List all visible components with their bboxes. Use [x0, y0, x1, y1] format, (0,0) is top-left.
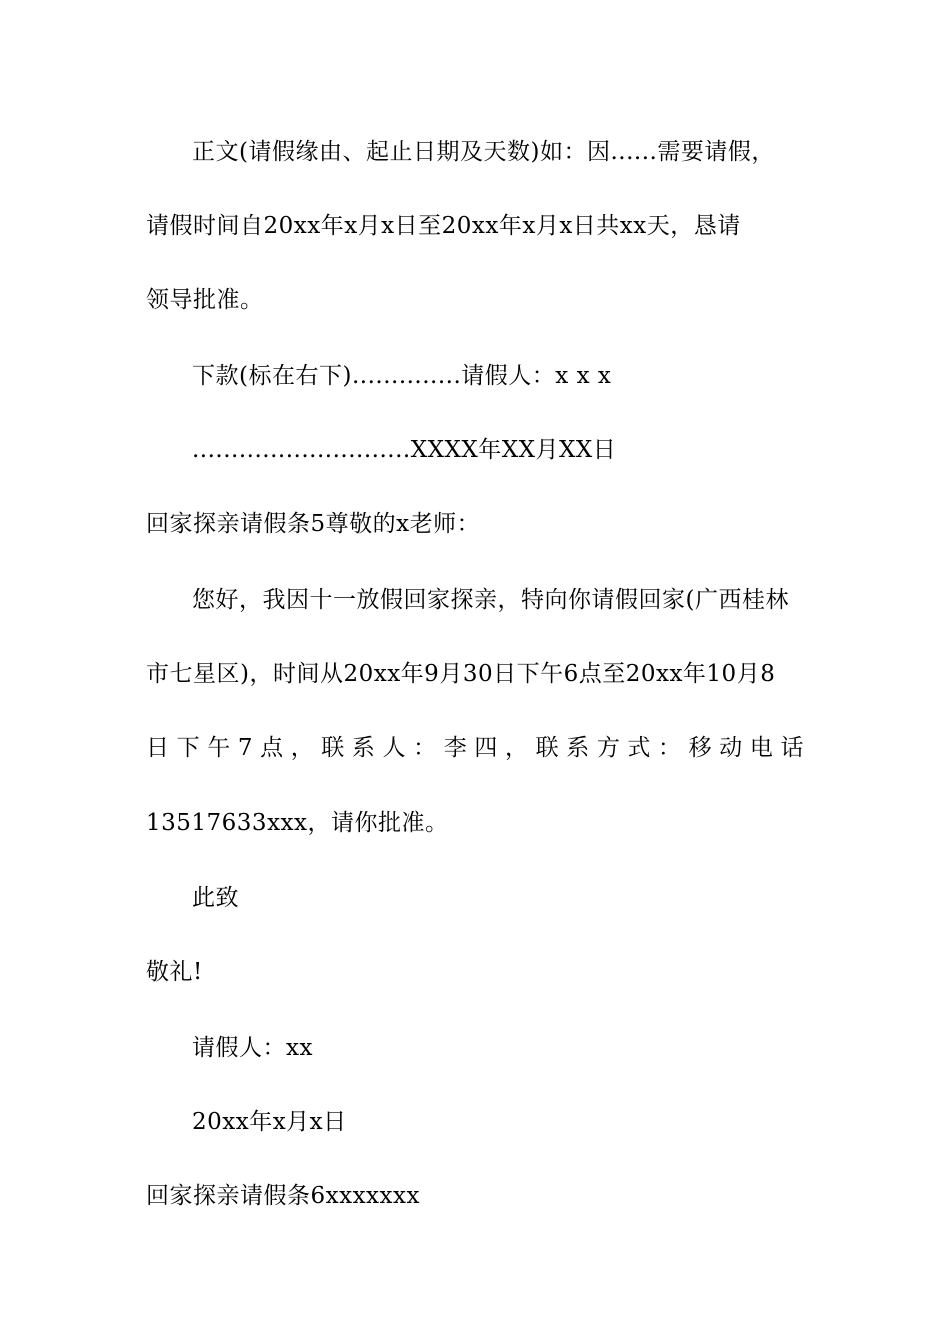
- body-paragraph-line: 正文(请假缘由、起止日期及天数)如：因......需要请假，: [192, 139, 775, 165]
- section-heading: 回家探亲请假条6xxxxxxx: [146, 1183, 420, 1209]
- signature-name: 请假人：xx: [192, 1035, 313, 1061]
- body-paragraph-line: 您好，我因十一放假回家探亲，特向你请假回家(广西桂林: [192, 587, 789, 613]
- signature-date: 20xx年x月x日: [192, 1109, 347, 1135]
- date-line: ............................XXXX年XX月XX日: [192, 437, 617, 463]
- signature-line: 下款(标在右下)..............请假人：x x x: [192, 363, 612, 389]
- body-paragraph-line: 市七星区)，时间从20xx年9月30日下午6点至20xx年10月8: [146, 661, 776, 687]
- section-heading: 回家探亲请假条5尊敬的x老师：: [146, 511, 481, 537]
- body-paragraph-line: 13517633xxx，请你批准。: [146, 810, 449, 836]
- closing-line: 此致: [192, 885, 239, 911]
- body-paragraph-line: 领导批准。: [146, 287, 264, 313]
- body-paragraph-line: 请假时间自20xx年x月x日至20xx年x月x日共xx天，恳请: [146, 213, 741, 239]
- body-paragraph-line: 日下午7点，联系人：李四，联系方式：移动电话: [146, 735, 804, 761]
- closing-salute: 敬礼!: [146, 959, 203, 985]
